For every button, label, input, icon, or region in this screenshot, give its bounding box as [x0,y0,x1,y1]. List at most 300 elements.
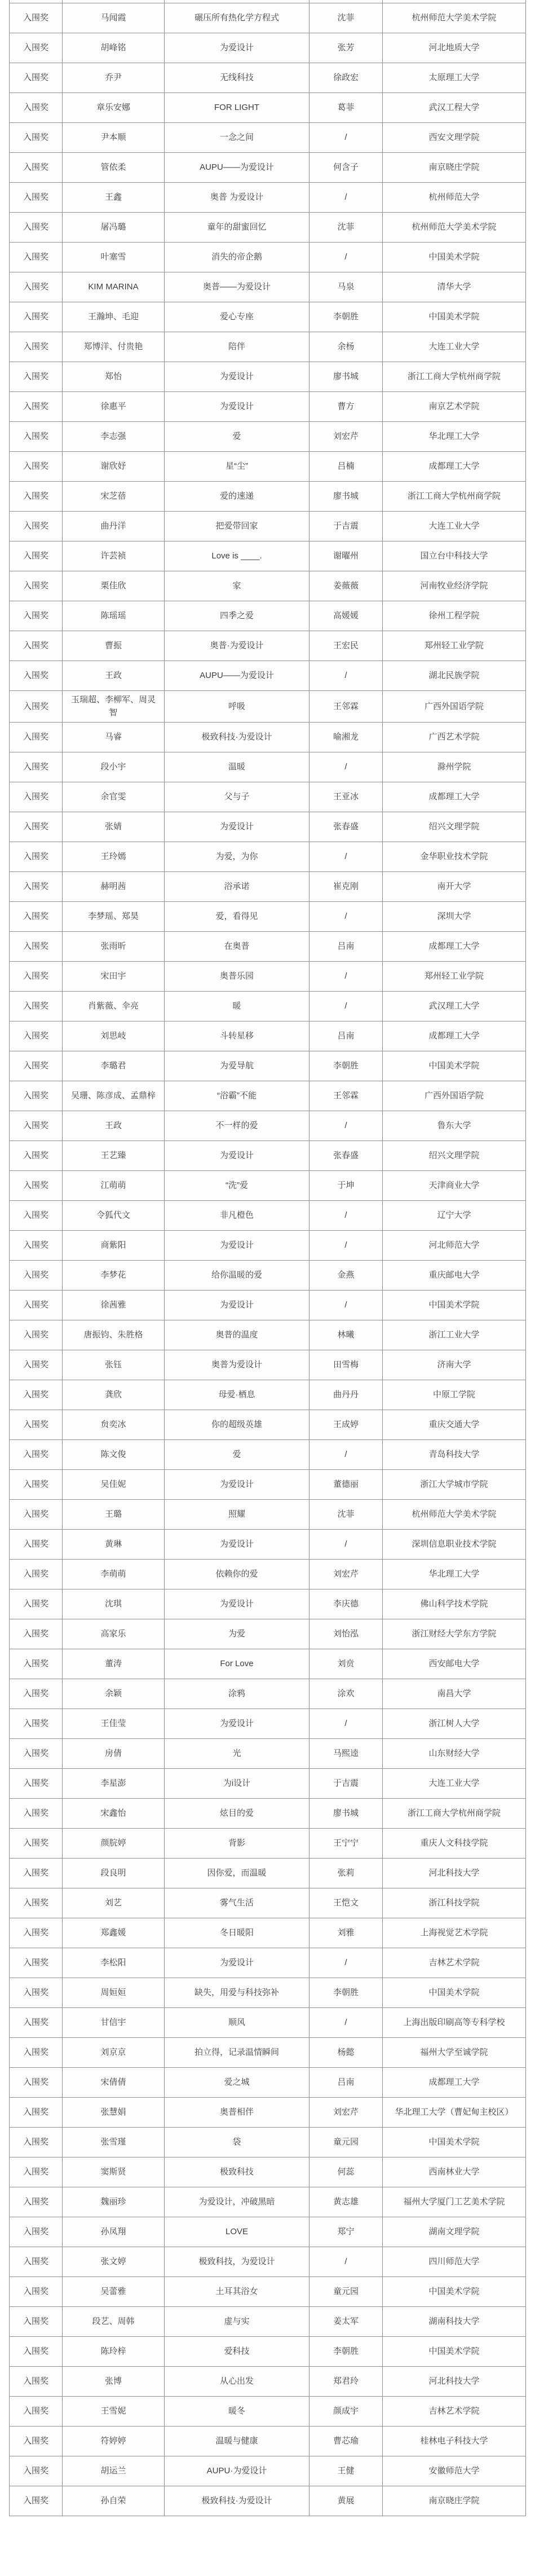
school-cell: 浙江大学城市学院 [383,1469,526,1499]
award-cell: 入围奖 [10,2276,63,2306]
award-cell: 入围奖 [10,183,63,213]
award-cell: 入围奖 [10,1858,63,1888]
award-cell: 入围奖 [10,2157,63,2187]
school-cell: 杭州师范大学美术学院 [383,3,526,33]
advisor-cell: / [309,1708,383,1738]
award-cell: 入围奖 [10,2067,63,2097]
award-cell: 入围奖 [10,1529,63,1559]
title-cell: 星“尘” [165,452,309,482]
award-cell: 入围奖 [10,1768,63,1798]
name-cell: 段小宇 [63,752,165,782]
school-cell: 浙江财经大学东方学院 [383,1619,526,1649]
award-cell: 入围奖 [10,901,63,931]
name-cell: 段良明 [63,1858,165,1888]
title-cell: 雾气生活 [165,1888,309,1918]
title-cell: 爱的速递 [165,482,309,512]
table-row [10,2157,526,2187]
name-cell: 房倩 [63,1738,165,1768]
table-row [10,2276,526,2306]
title-cell: 依赖你的爱 [165,1559,309,1589]
school-cell: 武汉理工大学 [383,991,526,1021]
advisor-cell: / [309,1529,383,1559]
advisor-cell: / [309,243,383,272]
advisor-cell: 马泉 [309,272,383,302]
award-cell: 入围奖 [10,1738,63,1768]
school-cell: 大连工业大学 [383,332,526,362]
award-cell: 入围奖 [10,1111,63,1141]
table-row [10,1918,526,1948]
table-row [10,2306,526,2336]
award-cell: 入围奖 [10,2456,63,2486]
name-cell: 唐振钧、朱胜格 [63,1320,165,1350]
advisor-cell: 王邻霖 [309,691,383,723]
name-cell: 叶塞雪 [63,243,165,272]
table-row [10,2336,526,2366]
title-cell: 一念之间 [165,123,309,153]
school-cell: 西南林业大学 [383,2157,526,2187]
title-cell: 非凡橙色 [165,1200,309,1230]
table-row [10,661,526,691]
title-cell: 碾压所有热化学方程式 [165,3,309,33]
title-cell: 你的超级英雄 [165,1410,309,1439]
award-cell: 入围奖 [10,2306,63,2336]
name-cell: 高家乐 [63,1619,165,1649]
table-row [10,782,526,812]
table-row [10,541,526,571]
advisor-cell: 高媛媛 [309,601,383,631]
school-cell: 西安邮电大学 [383,1649,526,1679]
award-cell: 入围奖 [10,1410,63,1439]
table-row [10,153,526,183]
award-cell: 入围奖 [10,1619,63,1649]
award-cell: 入围奖 [10,1260,63,1290]
school-cell: 中国美术学院 [383,1051,526,1081]
advisor-cell: 黄志雄 [309,2187,383,2217]
table-row [10,1410,526,1439]
table-row [10,1170,526,1200]
name-cell: 王瀚坤、毛迎 [63,302,165,332]
school-cell: 浙江工商大学杭州商学院 [383,1798,526,1828]
name-cell: 余官雯 [63,782,165,812]
table-row [10,33,526,63]
name-cell: 王政 [63,661,165,691]
name-cell: 曲丹洋 [63,512,165,541]
school-cell: 杭州师范大学 [383,183,526,213]
title-cell: 为爱设计 [165,812,309,842]
title-cell: 光 [165,1738,309,1768]
title-cell: 极致科技，为爱设计 [165,2247,309,2276]
award-cell: 入围奖 [10,123,63,153]
title-cell: 为爱，为你 [165,842,309,871]
school-cell: 杭州师范大学美术学院 [383,213,526,243]
title-cell: 为爱导航 [165,1051,309,1081]
award-cell: 入围奖 [10,1141,63,1170]
name-cell: 马闻霞 [63,3,165,33]
school-cell: 华北理工大学 [383,1559,526,1589]
advisor-cell: 刘宏芹 [309,1559,383,1589]
name-cell: 郑怡 [63,362,165,392]
name-cell: 张婧 [63,812,165,842]
advisor-cell: 于吉震 [309,512,383,541]
advisor-cell: 王宏民 [309,631,383,661]
school-cell: 鲁东大学 [383,1111,526,1141]
name-cell: 吴蕾雅 [63,2276,165,2306]
table-row [10,2037,526,2067]
advisor-cell: 涂欢 [309,1679,383,1708]
table-row [10,1111,526,1141]
table-row [10,1559,526,1589]
school-cell: 河北地质大学 [383,33,526,63]
title-cell: LOVE [165,2217,309,2247]
table-row [10,3,526,33]
award-cell: 入围奖 [10,2097,63,2127]
table-row [10,302,526,332]
name-cell: 屠冯璐 [63,213,165,243]
name-cell: 窦斯贤 [63,2157,165,2187]
award-cell: 入围奖 [10,1559,63,1589]
name-cell: 胡峰铭 [63,33,165,63]
advisor-cell: / [309,991,383,1021]
award-cell: 入围奖 [10,1021,63,1051]
advisor-cell: 曹芯瑜 [309,2426,383,2456]
title-cell: 炫目的爱 [165,1798,309,1828]
advisor-cell: / [309,1290,383,1320]
award-cell: 入围奖 [10,1200,63,1230]
table-row [10,2366,526,2396]
title-cell: 冬日暖阳 [165,1918,309,1948]
school-cell: 成都理工大学 [383,782,526,812]
table-row [10,2396,526,2426]
advisor-cell: 张春盛 [309,812,383,842]
school-cell: 桂林电子科技大学 [383,2426,526,2456]
name-cell: 贠奕冰 [63,1410,165,1439]
advisor-cell: 葛菲 [309,93,383,123]
school-cell: 太原理工大学 [383,63,526,93]
school-cell: 滁州学院 [383,752,526,782]
table-row [10,1828,526,1858]
table-row [10,1439,526,1469]
advisor-cell: / [309,901,383,931]
title-cell: 爱 [165,1439,309,1469]
name-cell: 张慧娟 [63,2097,165,2127]
advisor-cell: 田雪梅 [309,1350,383,1380]
name-cell: 许芸祯 [63,541,165,571]
school-cell: 深圳信息职业技术学院 [383,1529,526,1559]
advisor-cell: 李朝胜 [309,2336,383,2366]
school-cell: 南京艺术学院 [383,392,526,422]
school-cell: 西安文理学院 [383,123,526,153]
table-row [10,991,526,1021]
title-cell: AUPU——为爱设计 [165,661,309,691]
table-row [10,123,526,153]
award-table-body [10,0,526,2516]
name-cell: 赫明茜 [63,871,165,901]
school-cell: 天津商业大学 [383,1170,526,1200]
table-row [10,1051,526,1081]
name-cell: 曹振 [63,631,165,661]
award-cell: 入围奖 [10,1649,63,1679]
advisor-cell: 王成婷 [309,1410,383,1439]
advisor-cell: 吕南 [309,1021,383,1051]
name-cell: 张博 [63,2366,165,2396]
name-cell: 乔尹 [63,63,165,93]
table-row [10,1888,526,1918]
school-cell: 大连工业大学 [383,512,526,541]
school-cell: 中原工学院 [383,1380,526,1410]
table-row [10,2486,526,2516]
name-cell: 马睿 [63,722,165,752]
school-cell: 南京晓庄学院 [383,153,526,183]
title-cell: AUPU——为爱设计 [165,153,309,183]
name-cell: 徐惠平 [63,392,165,422]
advisor-cell: 吕楠 [309,452,383,482]
advisor-cell: 曹方 [309,392,383,422]
name-cell: 符婷婷 [63,2426,165,2456]
title-cell: 极致科技·为爱设计 [165,2486,309,2516]
school-cell: 大连工业大学 [383,1768,526,1798]
award-cell: 入围奖 [10,2217,63,2247]
advisor-cell: 徐政宏 [309,63,383,93]
award-cell: 入围奖 [10,1380,63,1410]
table-row [10,1619,526,1649]
award-cell: 入围奖 [10,961,63,991]
advisor-cell: 曲丹丹 [309,1380,383,1410]
award-cell: 入围奖 [10,153,63,183]
table-row [10,1380,526,1410]
name-cell: 王政 [63,1111,165,1141]
title-cell: FOR LIGHT [165,93,309,123]
school-cell: 吉林艺术学院 [383,1948,526,1978]
table-row [10,2217,526,2247]
award-cell: 入围奖 [10,812,63,842]
title-cell: 四季之爱 [165,601,309,631]
title-cell: 奥普·为爱设计 [165,631,309,661]
table-row [10,1230,526,1260]
advisor-cell: 沈菲 [309,213,383,243]
title-cell: 为爱设计，冲破黑暗 [165,2187,309,2217]
school-cell: 福州大学至诚学院 [383,2037,526,2067]
award-cell: 入围奖 [10,213,63,243]
school-cell: 湖北民族学院 [383,661,526,691]
title-cell: 斗转星移 [165,1021,309,1051]
table-row [10,213,526,243]
school-cell: 南开大学 [383,871,526,901]
advisor-cell: 王健 [309,2456,383,2486]
name-cell: 李星澎 [63,1768,165,1798]
advisor-cell: 沈菲 [309,3,383,33]
advisor-cell: / [309,183,383,213]
name-cell: 尹本顺 [63,123,165,153]
name-cell: 刘艺 [63,1888,165,1918]
name-cell: 甘信宇 [63,2007,165,2037]
title-cell: 为爱设计 [165,33,309,63]
award-cell: 入围奖 [10,541,63,571]
advisor-cell: 刘贲 [309,1649,383,1679]
award-cell: 入围奖 [10,1350,63,1380]
advisor-cell: 王宁宁 [309,1828,383,1858]
name-cell: 章乐安娜 [63,93,165,123]
award-cell: 入围奖 [10,1051,63,1081]
title-cell: 为爱设计 [165,1290,309,1320]
title-cell: 奥普乐园 [165,961,309,991]
name-cell: 宋田宇 [63,961,165,991]
name-cell: 宋芝蓓 [63,482,165,512]
name-cell: 王玲嫣 [63,842,165,871]
title-cell: 父与子 [165,782,309,812]
school-cell: 中国美术学院 [383,302,526,332]
school-cell: 成都理工大学 [383,452,526,482]
advisor-cell: 张春盛 [309,1141,383,1170]
table-row [10,452,526,482]
name-cell: 王雪妮 [63,2396,165,2426]
award-cell: 入围奖 [10,2396,63,2426]
table-row [10,812,526,842]
title-cell: 为爱设计 [165,1230,309,1260]
table-row [10,1529,526,1559]
advisor-cell: 王邻霖 [309,1081,383,1111]
school-cell: 绍兴文理学院 [383,812,526,842]
school-cell: 浙江科技学院 [383,1888,526,1918]
school-cell: 四川师范大学 [383,2247,526,2276]
name-cell: 王璐 [63,1499,165,1529]
advisor-cell: 于坤 [309,1170,383,1200]
award-cell: 入围奖 [10,33,63,63]
name-cell: 江萌萌 [63,1170,165,1200]
name-cell: 魏丽珍 [63,2187,165,2217]
name-cell: 孙自荣 [63,2486,165,2516]
title-cell: 为爱设计 [165,1948,309,1978]
school-cell: 华北理工大学（曹妃甸主校区） [383,2097,526,2127]
school-cell: 河北师范大学 [383,1230,526,1260]
table-row [10,392,526,422]
award-cell: 入围奖 [10,1888,63,1918]
school-cell: 绍兴文理学院 [383,1141,526,1170]
table-row [10,1260,526,1290]
title-cell: 为爱设计 [165,1469,309,1499]
title-cell: 为爱设计 [165,1708,309,1738]
table-row [10,571,526,601]
table-row [10,722,526,752]
award-cell: 入围奖 [10,1589,63,1619]
award-cell: 入围奖 [10,631,63,661]
name-cell: 肖紫薇、伞亮 [63,991,165,1021]
title-cell: 不一样的爱 [165,1111,309,1141]
name-cell: 栗佳欣 [63,571,165,601]
title-cell: 奥普相伴 [165,2097,309,2127]
table-row [10,1768,526,1798]
name-cell: 吴珊、陈彦成、孟鼎梓 [63,1081,165,1111]
award-cell: 入围奖 [10,1469,63,1499]
school-cell: 国立台中科技大学 [383,541,526,571]
table-row [10,1200,526,1230]
advisor-cell: 于吉震 [309,1768,383,1798]
advisor-cell: 张莉 [309,1858,383,1888]
title-cell: 陪伴 [165,332,309,362]
title-cell: For Love [165,1649,309,1679]
award-cell: 入围奖 [10,2037,63,2067]
name-cell: 龚欣 [63,1380,165,1410]
award-cell: 入围奖 [10,422,63,452]
award-cell: 入围奖 [10,332,63,362]
name-cell: 李梦瑶、郑昊 [63,901,165,931]
school-cell: 武汉工程大学 [383,93,526,123]
advisor-cell: 李朝胜 [309,1051,383,1081]
award-cell: 入围奖 [10,272,63,302]
table-row [10,272,526,302]
advisor-cell: / [309,2007,383,2037]
name-cell: KIM MARINA [63,272,165,302]
title-cell: “浴霸”不能 [165,1081,309,1111]
school-cell: 深圳大学 [383,901,526,931]
table-row [10,2187,526,2217]
school-cell: 辽宁大学 [383,1200,526,1230]
name-cell: 郑博洋、付贵艳 [63,332,165,362]
award-cell: 入围奖 [10,1708,63,1738]
table-row [10,1589,526,1619]
title-cell: 家 [165,571,309,601]
award-cell: 入围奖 [10,1081,63,1111]
title-cell: 爱，看得见 [165,901,309,931]
name-cell: 王鑫 [63,183,165,213]
name-cell: 李璐君 [63,1051,165,1081]
title-cell: 奥普——为爱设计 [165,272,309,302]
advisor-cell: 余杨 [309,332,383,362]
award-cell: 入围奖 [10,1439,63,1469]
advisor-cell: 廖书城 [309,1798,383,1828]
title-cell: 为爱设计 [165,1589,309,1619]
table-row [10,1978,526,2007]
table-row [10,842,526,871]
school-cell: 中国美术学院 [383,1290,526,1320]
table-row [10,2067,526,2097]
advisor-cell: 何含子 [309,153,383,183]
award-cell: 入围奖 [10,1918,63,1948]
advisor-cell: 廖书城 [309,362,383,392]
table-row [10,183,526,213]
table-row [10,931,526,961]
award-cell: 入围奖 [10,2426,63,2456]
award-cell: 入围奖 [10,2336,63,2366]
title-cell: 极致科技 [165,2157,309,2187]
title-cell: 奥普的温度 [165,1320,309,1350]
award-cell: 入围奖 [10,63,63,93]
school-cell: 成都理工大学 [383,1021,526,1051]
title-cell: 顺风 [165,2007,309,2037]
school-cell: 郑州轻工业学院 [383,961,526,991]
award-cell: 入围奖 [10,482,63,512]
advisor-cell: 杨懿 [309,2037,383,2067]
table-row [10,961,526,991]
title-cell: 呼吸 [165,691,309,723]
school-cell: 华北理工大学 [383,422,526,452]
award-cell: 入围奖 [10,1320,63,1350]
title-cell: 浴承诺 [165,871,309,901]
school-cell: 重庆邮电大学 [383,1260,526,1290]
advisor-cell: 金燕 [309,1260,383,1290]
award-cell: 入围奖 [10,3,63,33]
award-cell: 入围奖 [10,661,63,691]
title-cell: 缺失，用爱与科技弥补 [165,1978,309,2007]
award-cell: 入围奖 [10,362,63,392]
advisor-cell: 吕南 [309,2067,383,2097]
award-cell: 入围奖 [10,2187,63,2217]
table-row [10,752,526,782]
name-cell: 陈瑶瑶 [63,601,165,631]
table-row [10,63,526,93]
school-cell: 南京晓庄学院 [383,2486,526,2516]
title-cell: 暖冬 [165,2396,309,2426]
award-cell: 入围奖 [10,452,63,482]
